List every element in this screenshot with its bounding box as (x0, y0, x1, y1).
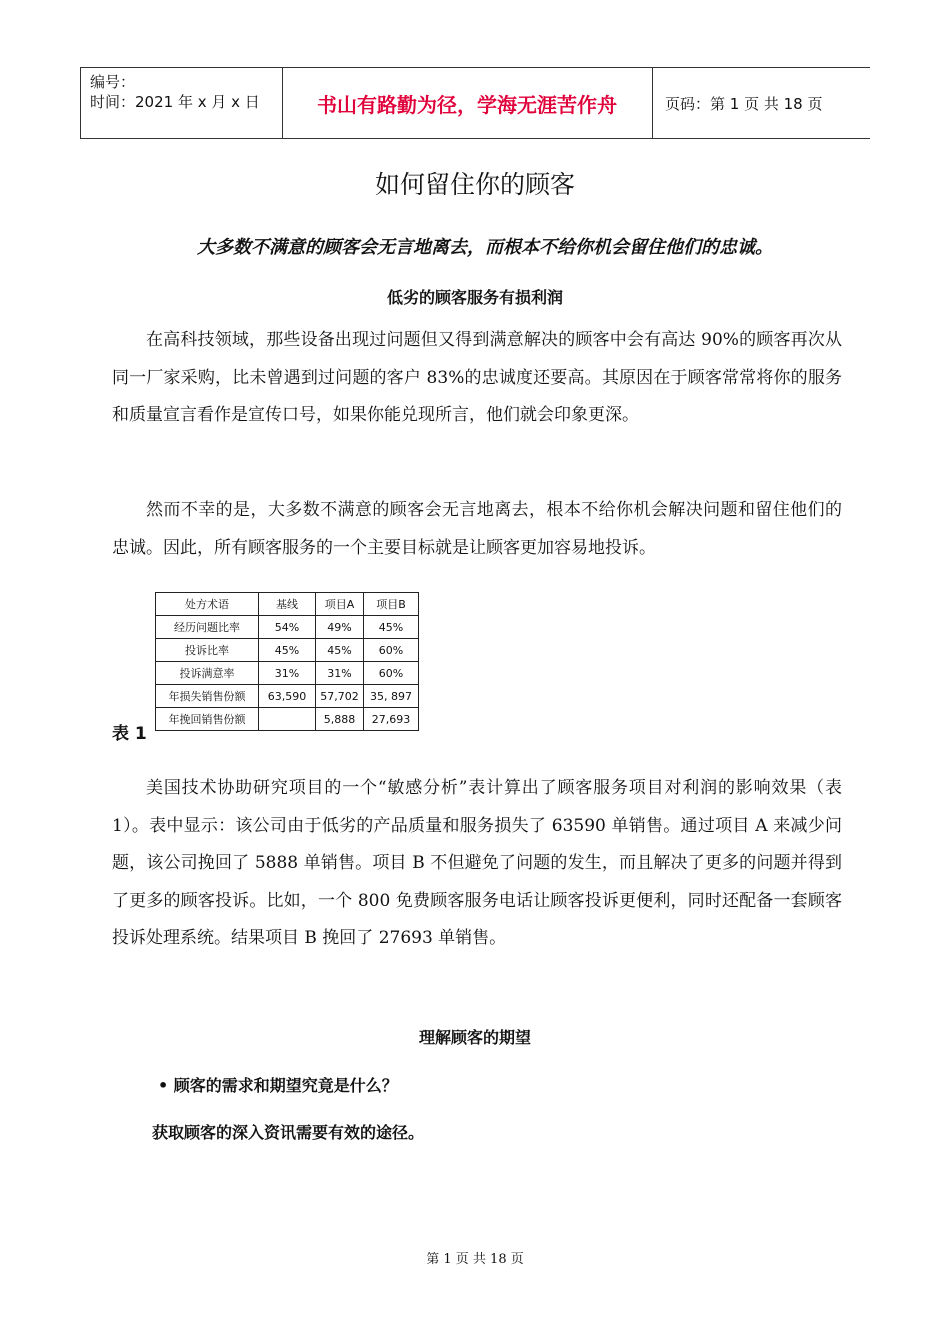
table-header-row (156, 593, 419, 616)
data-table (155, 592, 419, 731)
table-header-cell: 项目A (316, 593, 364, 616)
table-row (156, 616, 419, 639)
table-cell: 49% (316, 616, 364, 639)
page-title: 如何留住你的顾客 (374, 170, 575, 199)
table-cell: 45% (316, 639, 364, 662)
header-page-info: 页码：第 1 页 共 18 页 (665, 94, 823, 113)
table-cell: 5,888 (316, 708, 364, 731)
header-divider (80, 68, 81, 138)
table-cell: 60% (364, 639, 419, 662)
table-cell: 年挽回销售份额 (156, 708, 259, 731)
table-cell: 60% (364, 662, 419, 685)
table-row (156, 639, 419, 662)
table-cell (259, 708, 316, 731)
table-cell: 45% (364, 616, 419, 639)
table-header-cell: 项目B (364, 593, 419, 616)
bold-statement: 获取顾客的深入资讯需要有效的途径。 (152, 1123, 425, 1142)
header-divider (652, 68, 653, 138)
table-cell: 年损失销售份额 (156, 685, 259, 708)
section-heading-expectations: 理解顾客的期望 (418, 1028, 531, 1047)
paragraph-1: 在高科技领域，那些设备出现过问题但又得到满意解决的顾客中会有高达 90%的顾客再次从同一厂家采购，比未曾遇到过问题的客户 83%的忠诚度还要高。其原因在于顾客常常将你的服务和质量宣言看作是宣传口号，如果你能兑现所言，他们就会印象更深。 (112, 330, 842, 425)
header-table (80, 67, 870, 139)
table-cell: 57,702 (316, 685, 364, 708)
paragraph-3: 美国技术协助研究项目的一个“敏感分析”表计算出了顾客服务项目对利润的影响效果（表 1）。表中显示：该公司由于低劣的产品质量和服务损失了 63590 单销售。通过项目 A 来减少问题，该公司挽回了 5888 单销售。项目 B 不但避免了问题的发生，而且解决了更多的问题并得到了更多的顾客投诉。比如，一个 800 免费顾客服务电话让顾客投诉更便利，同时还配备一套顾客投诉处理系统。结果项目 B 挽回了 27693 单销售。 (112, 778, 842, 948)
number-label: 编号： (90, 73, 136, 91)
table-row (156, 685, 419, 708)
table-cell: 27,693 (364, 708, 419, 731)
page-subtitle: 大多数不满意的顾客会无言地离去，而根本不给你机会留住他们的忠诚。 (197, 237, 773, 258)
table-cell: 31% (259, 662, 316, 685)
header-left (90, 72, 260, 112)
table-cell: 31% (316, 662, 364, 685)
table-row (156, 708, 419, 731)
table-cell: 经历问题比率 (156, 616, 259, 639)
table-cell: 54% (259, 616, 316, 639)
table-cell: 投诉比率 (156, 639, 259, 662)
table-caption: 表 1 (112, 724, 147, 744)
section-heading-profit: 低劣的顾客服务有损利润 (386, 288, 563, 307)
table-header-cell: 基线 (259, 593, 316, 616)
table-row (156, 662, 419, 685)
bullet-question: • 顾客的需求和期望究竟是什么？ (158, 1076, 398, 1095)
table-cell: 投诉满意率 (156, 662, 259, 685)
time-label: 时间：2021 年 x 月 x 日 (90, 93, 260, 111)
header-motto: 书山有路勤为径，学海无涯苦作舟 (317, 92, 617, 117)
table-cell: 45% (259, 639, 316, 662)
table-cell: 63,590 (259, 685, 316, 708)
page-footer: 第 1 页 共 18 页 (426, 1252, 524, 1267)
table-cell: 35, 897 (364, 685, 419, 708)
paragraph-2: 然而不幸的是，大多数不满意的顾客会无言地离去，根本不给你机会解决问题和留住他们的忠诚。因此，所有顾客服务的一个主要目标就是让顾客更加容易地投诉。 (112, 500, 842, 558)
table-header-cell: 处方术语 (156, 593, 259, 616)
